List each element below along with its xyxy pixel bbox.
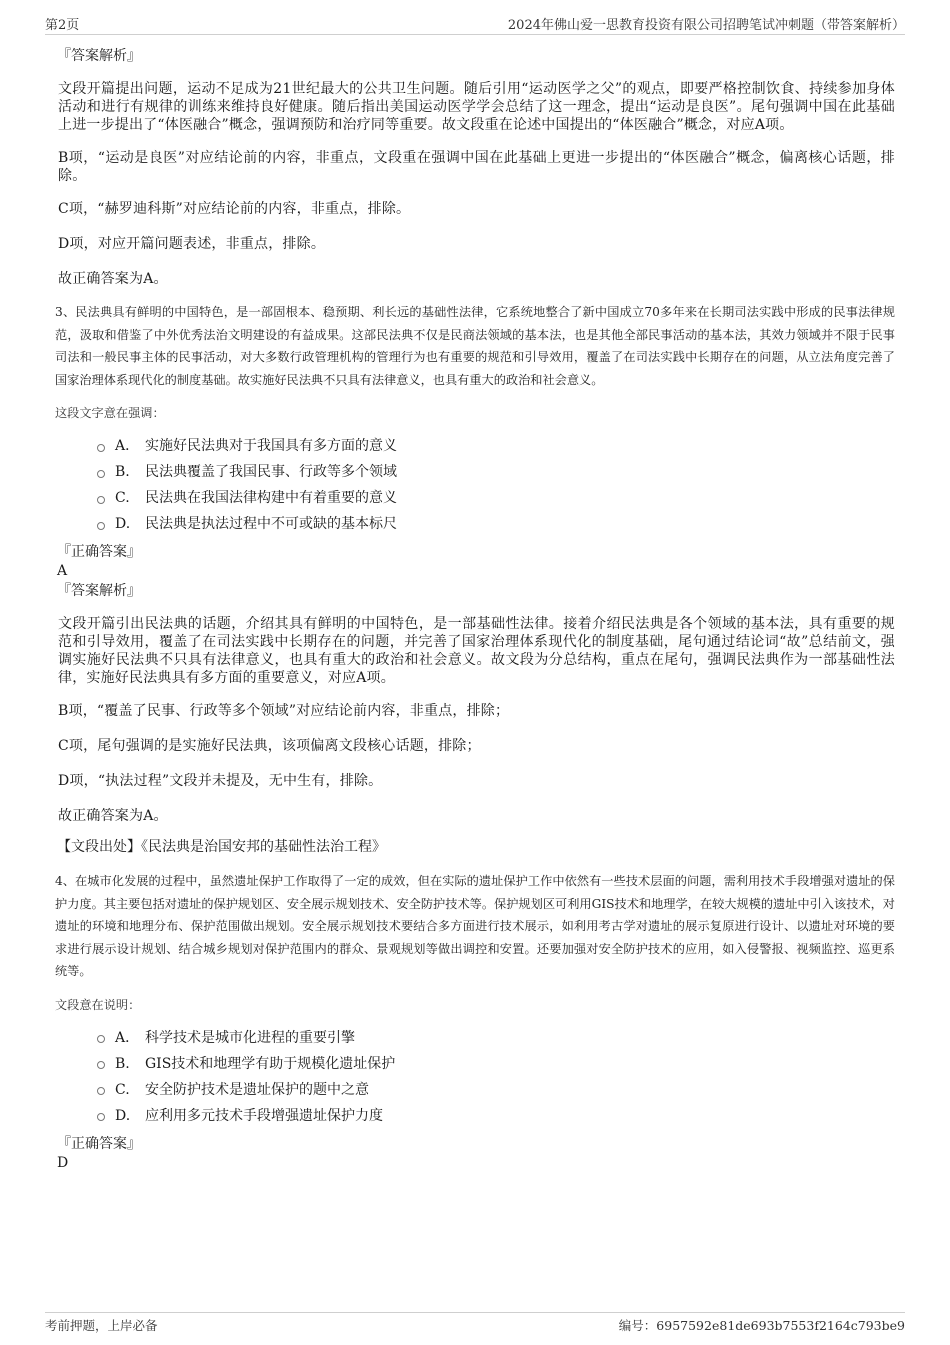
analysis-paragraph: B项，“覆盖了民事、行政等多个领域”对应结论前内容，非重点，排除； [58,703,510,719]
question-3-options [97,433,895,537]
correct-answer-label: 『正确答案』 [57,544,141,560]
option-text: GIS技术和地理学有助于规模化遗址保护 [145,1055,396,1072]
option-letter: A． [115,438,140,454]
option-letter: A． [115,1029,140,1046]
radio-button-icon[interactable] [97,1087,105,1095]
option-text: 民法典是执法过程中不可或缺的基本标尺 [145,516,397,532]
option-c[interactable] [97,485,895,511]
option-c[interactable] [97,1077,895,1103]
analysis-paragraph: B项，“运动是良医”对应结论前的内容，非重点，文段重在强调中国在此基础上更进一步提出的“体医融合”概念，偏离核心话题，排除。 [58,150,895,184]
question-4-options [97,1025,895,1129]
analysis-paragraph: C项，尾句强调的是实施好民法典，该项偏离文段核心话题，排除； [58,738,481,754]
radio-button-icon[interactable] [97,1035,105,1043]
option-a[interactable] [97,1025,895,1051]
analysis-paragraph: C项，“赫罗迪科斯”对应结论前的内容，非重点，排除。 [58,201,411,217]
document-id: 编号：6957592e81de693b7553f2164c793be9 [618,1318,905,1333]
option-a[interactable] [97,433,895,459]
option-text: 实施好民法典对于我国具有多方面的意义 [145,438,397,454]
option-letter: C. [115,490,130,506]
radio-button-icon[interactable] [97,1113,105,1121]
option-letter: D. [115,516,131,532]
option-text: 民法典在我国法律构建中有着重要的意义 [145,490,397,506]
option-text: 安全防护技术是遗址保护的题中之意 [145,1081,369,1098]
option-text: 科学技术是城市化进程的重要引擎 [145,1029,355,1046]
option-d[interactable] [97,511,895,537]
option-b[interactable] [97,459,895,485]
footer-slogan: 考前押题，上岸必备 [45,1318,158,1333]
radio-button-icon[interactable] [97,444,105,452]
text-source: 【文段出处】《民法典是治国安邦的基础性法治工程》 [57,839,386,855]
option-b[interactable] [97,1051,895,1077]
question-3-prompt: 这段文字意在强调： [55,406,165,420]
question-4-text: 4、在城市化发展的过程中，虽然遗址保护工作取得了一定的成效，但在实际的遗址保护工作中依然有一些技术层面的问题，需利用技术手段增强对遗址的保护力度。其主要包括对遗址的保护规划区、安全展示规划技术、安全防护技术等。保护规划区可利用GIS技术和地理学，在较大规模的遗址中引入该技术，对遗址的环境和地理分布、保护范围做出规划。安全展示规划技术要结合多方面进行技术展示，如利用考古学对遗址的展示复原进行设计、以遗址对环境的要求进行展示设计规划、结合城乡规划对保护范围内的群众、景观规划等做出调控和安置。还要加强对安全防护技术的应用，如入侵警报、视频监控、巡更系统等。 [55,874,895,978]
page-number: 第2页 [45,18,80,33]
question-4-prompt: 文段意在说明： [55,997,141,1012]
correct-answer-label: 『正确答案』 [57,1135,141,1152]
option-letter: B. [115,1055,130,1072]
radio-button-icon[interactable] [97,522,105,530]
page-content [55,45,895,1172]
radio-button-icon[interactable] [97,1061,105,1069]
correct-answer: A [57,563,68,579]
option-letter: D. [115,1107,131,1124]
analysis-paragraph: 文段开篇引出民法典的话题，介绍其具有鲜明的中国特色，是一部基础性法律。接着介绍民法典是各个领域的基本法，具有重要的规范和引导效用，覆盖了在司法实践中长期存在的问题，并完善了国家治理体系现代化的制度基础，尾句通过结论词“故”总结前文，强调实施好民法典不只具有法律意义，也具有重大的政治和社会意义。故文段为分总结构，重点在尾句，强调民法典作为一部基础性法律，实施好民法典具有多方面的重要意义，对应A项。 [58,616,895,686]
analysis-label: 『答案解析』 [57,48,141,64]
analysis-paragraph: D项，“执法过程”文段并未提及，无中生有，排除。 [58,773,383,789]
analysis-paragraph: 故正确答案为A。 [58,808,168,824]
analysis-paragraph: 文段开篇提出问题，运动不足成为21世纪最大的公共卫生问题。随后引用“运动医学之父”的观点，即要严格控制饮食、持续参加身体活动和进行有规律的训练来维持良好健康。随后指出美国运动医学学会总结了这一理念，提出“运动是良医”。尾句强调中国在此基础上进一步提出了“体医融合”概念，强调预防和治疗同等重要。故文段重在论述中国提出的“体医融合”概念，对应A项。 [58,81,895,133]
document-title: 2024年佛山爱一思教育投资有限公司招聘笔试冲刺题（带答案解析） [507,18,905,33]
option-letter: C. [115,1081,130,1098]
question-3-text: 3、民法典具有鲜明的中国特色，是一部固根本、稳预期、利长远的基础性法律，它系统地整合了新中国成立70多年来在长期司法实践中形成的民事法律规范，汲取和借鉴了中外优秀法治文明建设的有益成果。这部民法典不仅是民商法领域的基本法，也是其他全部民事活动的基本法，其效力领域并不限于民事司法和一般民事主体的民事活动，对大多数行政管理机构的管理行为也有重要的规范和引导效用，覆盖了在司法实践中长期存在的问题，从立法角度完善了国家治理体系现代化的制度基础。故实施好民法典不只具有法律意义，也具有重大的政治和社会意义。 [55,305,895,387]
page-header [45,14,905,35]
option-d[interactable] [97,1103,895,1129]
option-text: 民法典覆盖了我国民事、行政等多个领域 [145,464,397,480]
radio-button-icon[interactable] [97,496,105,504]
analysis-label: 『答案解析』 [57,583,141,599]
option-letter: B. [115,464,130,480]
analysis-paragraph: 故正确答案为A。 [58,271,168,287]
correct-answer: D [57,1154,69,1171]
option-text: 应利用多元技术手段增强遗址保护力度 [145,1107,383,1124]
analysis-paragraph: D项，对应开篇问题表述，非重点，排除。 [58,236,326,252]
page-footer [45,1312,905,1336]
radio-button-icon[interactable] [97,470,105,478]
